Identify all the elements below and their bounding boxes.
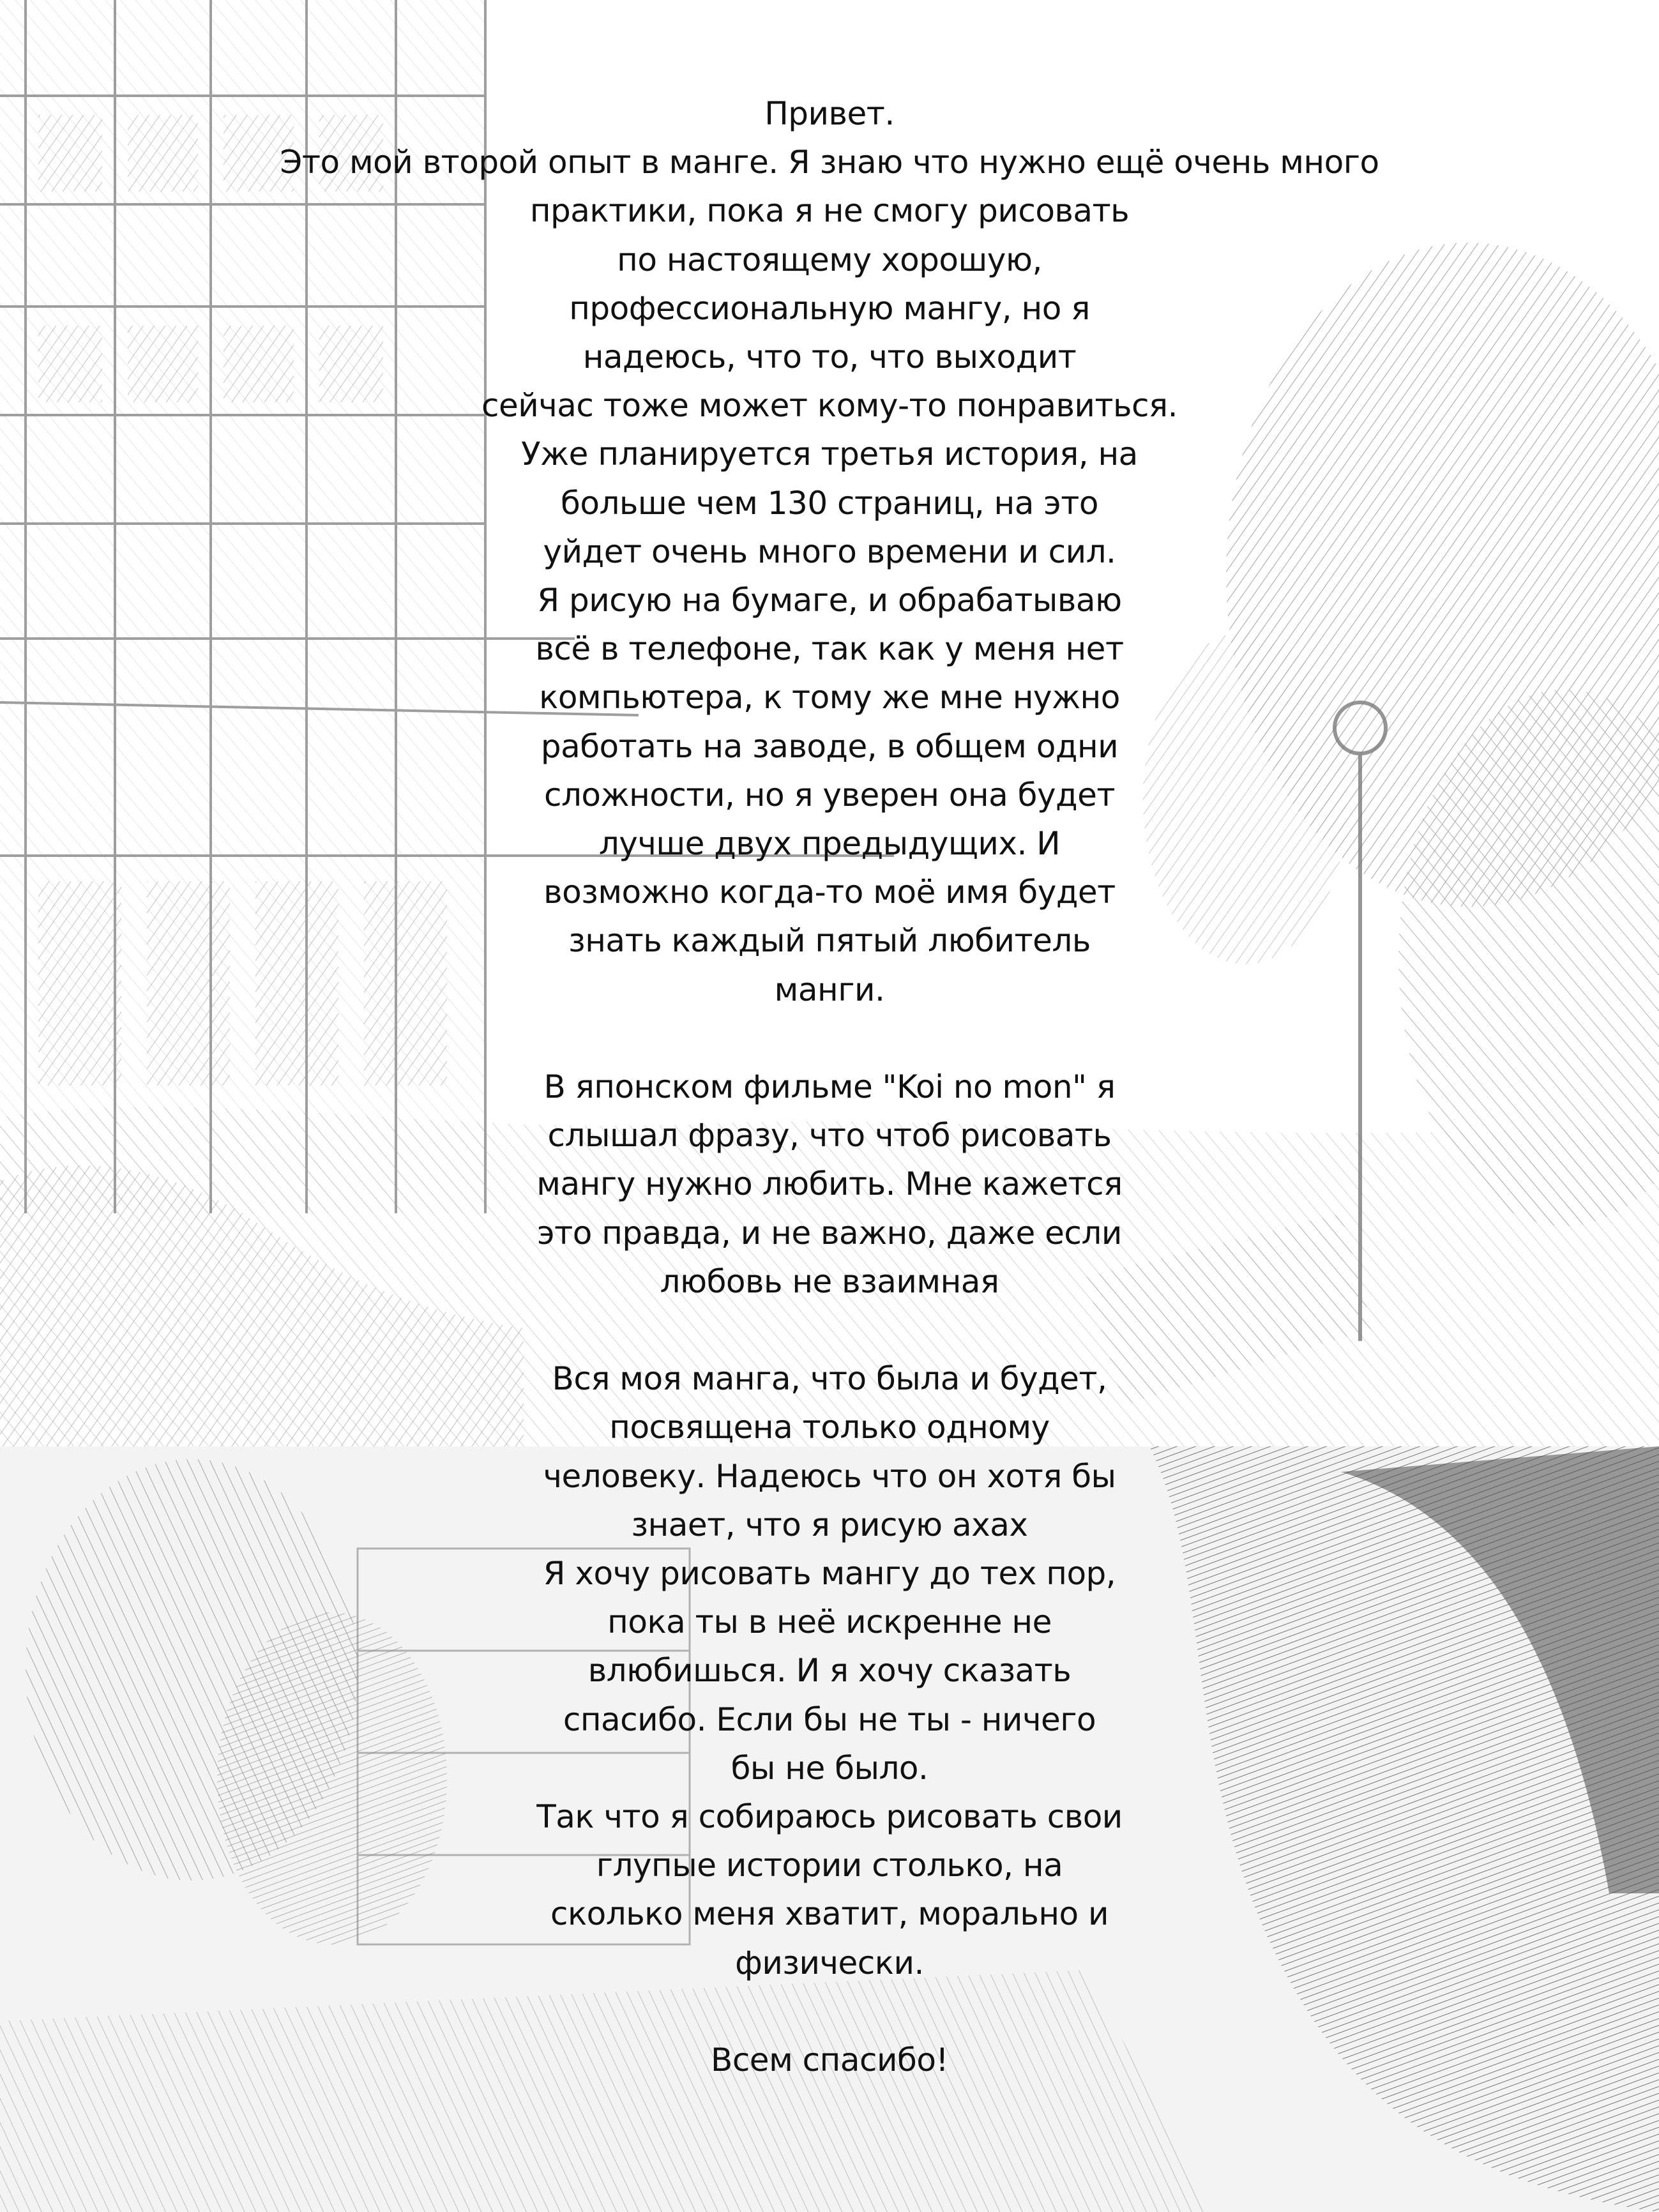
text-line: Так что я собираюсь рисовать свои (536, 1798, 1123, 1836)
text-line: В японском фильме "Koi no mon" я (543, 1068, 1116, 1106)
text-line: Уже планируется третья история, на (521, 436, 1138, 473)
text-line: мангу нужно любить. Мне кажется (536, 1165, 1123, 1203)
paragraph-film-quote (217, 1063, 1442, 1306)
text-line: компьютера, к тому же мне нужно (539, 679, 1120, 716)
text-line: лучше двух предыдущих. И (598, 825, 1061, 863)
text-line: Вся моя манга, что была и будет, (552, 1360, 1107, 1398)
text-line: больше чем 130 страниц, на это (561, 484, 1098, 522)
text-line: посвящена только одному (609, 1409, 1050, 1446)
paragraph-dedication (217, 1354, 1442, 1987)
text-line: надеюсь, что то, что выходит (582, 338, 1077, 376)
text-line: профессиональную мангу, но я (569, 289, 1090, 327)
text-line: Привет. (764, 95, 895, 132)
text-line: работать на заводе, в общем одни (540, 727, 1119, 765)
text-line: Я хочу рисовать мангу до тех пор, (543, 1555, 1116, 1593)
text-line: сейчас тоже может кому-то понравиться. (481, 387, 1178, 425)
text-line: всё в телефоне, так как у меня нет (535, 630, 1124, 668)
text-line: Я рисую на бумаге, и обрабатываю (537, 582, 1122, 619)
text-line: практики, пока я не смогу рисовать (529, 192, 1130, 230)
text-line: любовь не взаимная (660, 1262, 999, 1300)
text-line: спасибо. Если бы не ты - ничего (563, 1701, 1096, 1738)
text-line: сколько меня хватит, морально и (550, 1895, 1109, 1933)
paragraph-gap (217, 1014, 1442, 1063)
afterword-text (217, 89, 1442, 2084)
closing-line (217, 2036, 1442, 2084)
text-line: Это мой второй опыт в манге. Я знаю что нужно ещё очень много (280, 144, 1379, 181)
text-line: возможно когда-то моё имя будет (543, 874, 1116, 911)
text-line: по настоящему хорошую, (617, 241, 1042, 278)
text-line: слышал фразу, что чтоб рисовать (547, 1117, 1112, 1155)
text-line: это правда, и не важно, даже если (537, 1214, 1122, 1252)
text-line: влюбишься. И я хочу сказать (587, 1652, 1072, 1690)
text-line: знает, что я рисую ахах (631, 1506, 1028, 1543)
paragraph-intro (217, 89, 1442, 1014)
paragraph-gap (217, 1306, 1442, 1354)
text-line: человеку. Надеюсь что он хотя бы (543, 1457, 1116, 1495)
text-line: манги. (774, 971, 885, 1008)
text-line: бы не было. (731, 1749, 928, 1787)
text-line: пока ты в неё искренне не (607, 1603, 1052, 1641)
text-line: знать каждый пятый любитель (568, 922, 1091, 960)
text-line: глупые истории столько, на (596, 1847, 1063, 1884)
thanks-text: Всем спасибо! (711, 2042, 948, 2079)
text-line: сложности, но я уверен она будет (543, 776, 1115, 814)
paragraph-gap (217, 1987, 1442, 2036)
text-line: физически. (735, 1944, 924, 1981)
text-line: уйдет очень много времени и сил. (543, 533, 1116, 570)
